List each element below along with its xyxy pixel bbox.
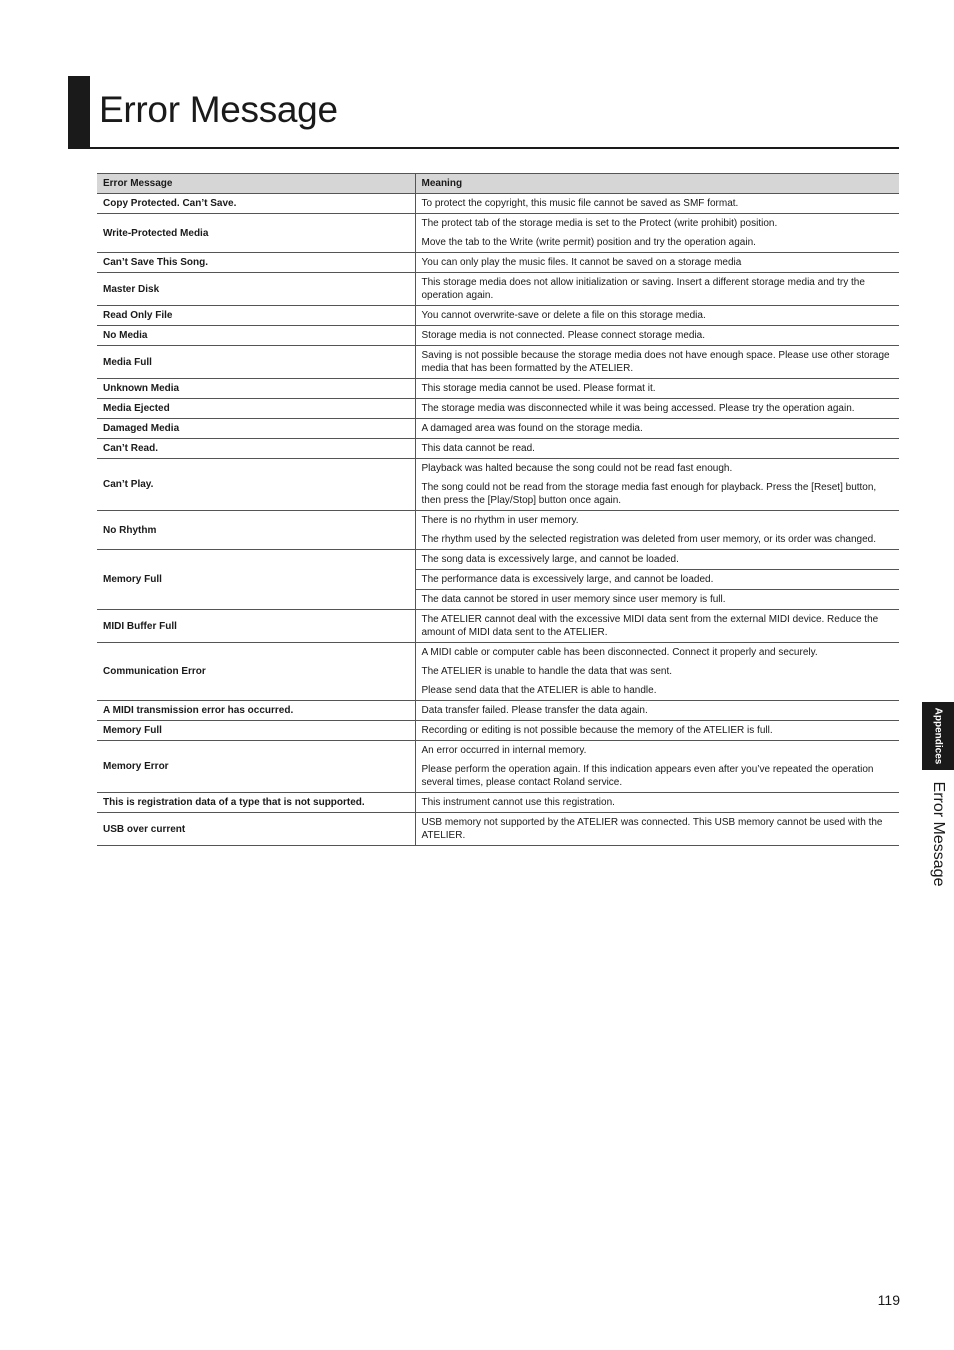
error-message-cell: Master Disk [97,273,415,306]
meaning-cell [415,379,899,399]
meaning-text: Saving is not possible because the storage media does not have enough space. Please use other storage media that has been formatted by the ATELIER. [421,350,890,374]
meaning-cell [415,194,899,214]
meaning-text: The song could not be read from the storage media fast enough for playback. Press the [Reset] button, then press the [Play/Stop] button once again. [421,482,877,506]
meaning-text: This instrument cannot use this registration. [421,797,615,808]
table-row [97,253,899,273]
error-message-cell: No Rhythm [97,511,415,550]
error-message-cell: Can’t Play. [97,459,415,511]
meaning-cell [415,610,899,643]
meaning-cell [415,346,899,379]
meaning-text: Recording or editing is not possible because the memory of the ATELIER is full. [421,725,773,736]
error-message-cell: Media Ejected [97,399,415,419]
meaning-text: Please perform the operation again. If this indication appears even after you’ve repeated the operation several times, please contact Roland service. [421,764,874,788]
appendices-tab-label: Appendices [932,707,944,765]
table-row [97,511,899,550]
error-message-cell: Memory Full [97,721,415,741]
header-error-message: Error Message [97,174,415,194]
meaning-text: Move the tab to the Write (write permit) position and try the operation again. [421,237,756,248]
meaning-cell [415,273,899,306]
meaning-text: An error occurred in internal memory. [421,745,587,756]
meaning-text: This data cannot be read. [421,443,535,454]
error-message-cell: Can’t Save This Song. [97,253,415,273]
table-row [97,379,899,399]
table-row [97,326,899,346]
meaning-cell [415,253,899,273]
table-row [97,194,899,214]
meaning-cell [415,813,899,846]
error-message-table [97,173,899,846]
meaning-cell [415,399,899,419]
table-row [97,721,899,741]
table-row [97,550,899,610]
meaning-text: A MIDI cable or computer cable has been disconnected. Connect it properly and securely. [421,647,818,658]
table-header-row [97,174,899,194]
meaning-text: Storage media is not connected. Please connect storage media. [421,330,706,341]
error-message-cell: Memory Full [97,550,415,610]
title-rule [68,147,899,149]
table-row [97,273,899,306]
meaning-text: USB memory not supported by the ATELIER was connected. This USB memory cannot be used with the ATELIER. [421,817,883,841]
appendices-tab [922,702,954,770]
error-message-cell: Can’t Read. [97,439,415,459]
table-row [97,793,899,813]
meaning-text: You cannot overwrite-save or delete a file on this storage media. [421,310,706,321]
meaning-cell [415,701,899,721]
meaning-text: The ATELIER is unable to handle the data that was sent. [421,666,673,677]
error-message-cell: A MIDI transmission error has occurred. [97,701,415,721]
page-number: 119 [877,1292,900,1308]
header-meaning: Meaning [415,174,899,194]
meaning-text: This storage media does not allow initialization or saving. Insert a different storage media and try the operation again. [421,277,865,301]
error-message-cell: No Media [97,326,415,346]
meaning-text: The storage media was disconnected while it was being accessed. Please try the operation again. [421,403,855,414]
section-side-label [928,781,948,887]
error-message-cell: Memory Error [97,741,415,793]
table-row [97,419,899,439]
meaning-cell [415,550,899,610]
error-message-cell: Write-Protected Media [97,214,415,253]
meaning-cell [415,643,899,701]
meaning-cell [415,214,899,253]
meaning-cell [415,419,899,439]
meaning-cell [415,326,899,346]
table-row [97,610,899,643]
meaning-text: Data transfer failed. Please transfer the data again. [421,705,648,716]
meaning-text: There is no rhythm in user memory. [421,515,579,526]
meaning-text: You can only play the music files. It cannot be saved on a storage media [421,257,742,268]
table-row [97,214,899,253]
meaning-text: The song data is excessively large, and cannot be loaded. [421,554,679,565]
error-message-cell: Read Only File [97,306,415,326]
section-side-label-text: Error Message [930,781,947,887]
meaning-cell [415,721,899,741]
table-row [97,701,899,721]
table-row [97,741,899,793]
meaning-cell [415,306,899,326]
meaning-text: The ATELIER cannot deal with the excessive MIDI data sent from the external MIDI device. Reduce the amount of MIDI data sent to the ATELIER. [421,614,879,638]
meaning-cell [415,793,899,813]
table-row [97,399,899,419]
meaning-text: A damaged area was found on the storage media. [421,423,643,434]
table-row [97,643,899,701]
table-row [97,306,899,326]
meaning-text: Playback was halted because the song could not be read fast enough. [421,463,733,474]
table-row [97,459,899,511]
error-message-cell: Unknown Media [97,379,415,399]
meaning-text: The rhythm used by the selected registration was deleted from user memory, or its order was changed. [421,534,876,545]
error-message-cell: USB over current [97,813,415,846]
table-body [97,194,899,846]
meaning-text: The data cannot be stored in user memory since user memory is full. [416,589,900,609]
error-message-cell: Communication Error [97,643,415,701]
table-row [97,813,899,846]
meaning-text: This storage media cannot be used. Please format it. [421,383,656,394]
title-accent-bar [68,76,90,148]
meaning-cell [415,511,899,550]
error-message-cell: Damaged Media [97,419,415,439]
meaning-text: To protect the copyright, this music file cannot be saved as SMF format. [421,198,739,209]
meaning-cell [415,439,899,459]
error-message-cell: MIDI Buffer Full [97,610,415,643]
meaning-cell [415,741,899,793]
meaning-text: Please send data that the ATELIER is able to handle. [421,685,657,696]
error-message-cell: Media Full [97,346,415,379]
table-row [97,346,899,379]
meaning-cell [415,459,899,511]
meaning-text: The protect tab of the storage media is set to the Protect (write prohibit) position. [421,218,778,229]
table-row [97,439,899,459]
meaning-text: The performance data is excessively large, and cannot be loaded. [416,569,900,589]
error-message-cell: This is registration data of a type that is not supported. [97,793,415,813]
error-message-cell: Copy Protected. Can’t Save. [97,194,415,214]
page-title: Error Message [99,89,338,130]
